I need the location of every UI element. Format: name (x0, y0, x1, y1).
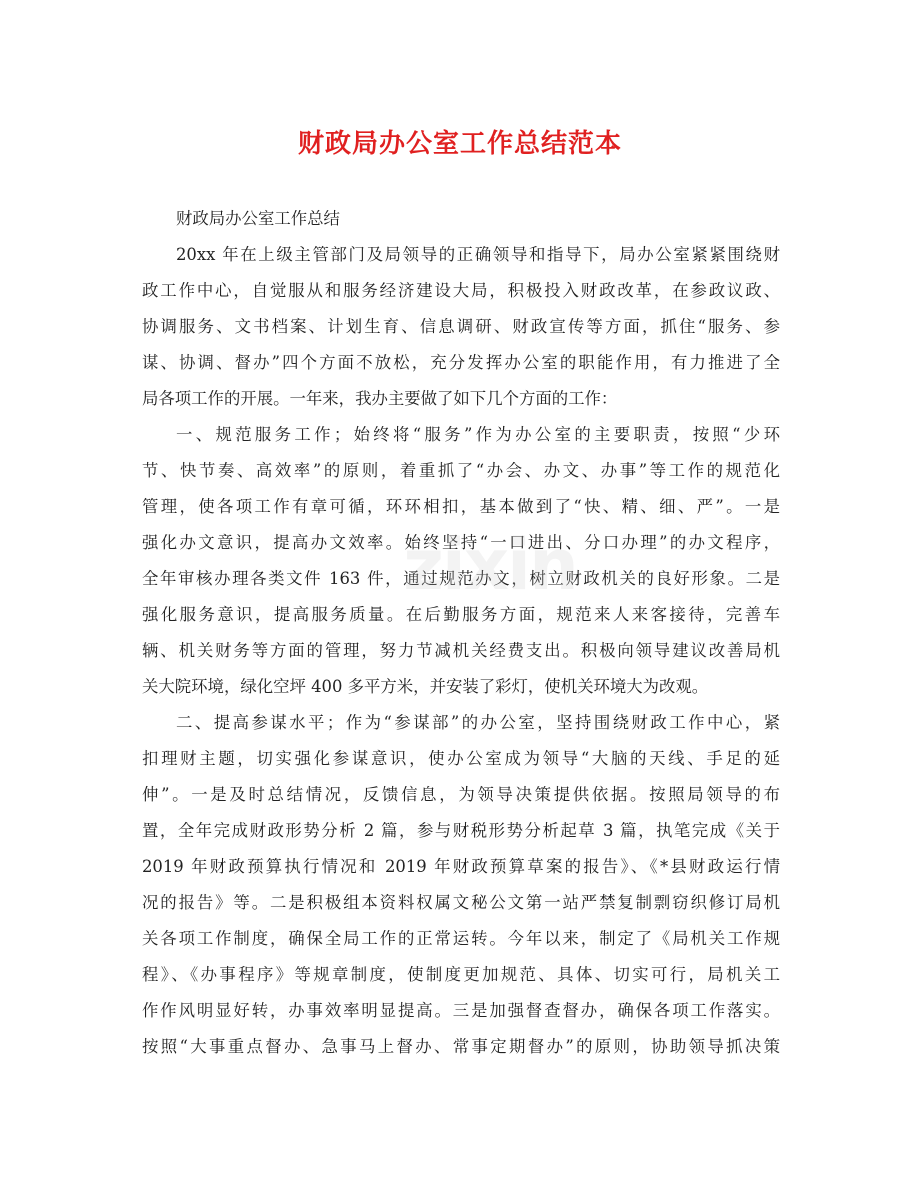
paragraph-line: 谋、协调、督办”四个方面不放松，充分发挥办公室的职能作用，有力推进了全 (142, 353, 780, 372)
section-heading: 财政局办公室工作总结 (176, 209, 340, 228)
paragraph-line: 20xx 年在上级主管部门及局领导的正确领导和指导下，局办公室紧紧围绕财 (176, 245, 780, 264)
paragraph-line: 辆、机关财务等方面的管理，努力节减机关经费支出。积极向领导建议改善局机 (142, 641, 780, 660)
paragraph-line: 协调服务、文书档案、计划生育、信息调研、财政宣传等方面，抓住“服务、参 (142, 317, 780, 336)
paragraph-line: 扣理财主题，切实强化参谋意识，使办公室成为领导“大脑的天线、手足的延 (142, 749, 780, 768)
paragraph-line: 一、规范服务工作；始终将“服务”作为办公室的主要职责，按照“少环 (176, 425, 780, 444)
paragraph-line: 节、快节奏、高效率”的原则，着重抓了“办会、办文、办事”等工作的规范化 (142, 461, 780, 480)
paragraph-line: 政工作中心，自觉服从和服务经济建设大局，积极投入财政改革，在参政议政、 (142, 281, 780, 300)
paragraph-line: 按照“大事重点督办、急事马上督办、常事定期督办”的原则，协助领导抓决策 (142, 1037, 780, 1056)
document-body (142, 201, 780, 1065)
paragraph-line: 强化办文意识，提高办文效率。始终坚持“一口进出、分口办理”的办文程序， (142, 533, 780, 552)
paragraph-line: 况的报告》等。二是积极组本资料权属文秘公文第一站严禁复制剽窃织修订局机 (142, 893, 780, 912)
paragraph-line: 程》、《办事程序》等规章制度，使制度更加规范、具体、切实可行，局机关工 (142, 965, 780, 984)
paragraph-line: 管理，使各项工作有章可循，环环相扣，基本做到了“快、精、细、严”。一是 (142, 497, 780, 516)
paragraph-line: 二、提高参谋水平；作为“参谋部”的办公室，坚持围绕财政工作中心，紧 (176, 713, 780, 732)
watermark-text: zixin (403, 524, 577, 606)
paragraph-line: 2019 年财政预算执行情况和 2019 年财政预算草案的报告》、《*县财政运行情 (142, 857, 780, 876)
document-title: 财政局办公室工作总结范本 (297, 129, 622, 159)
paragraph-line: 强化服务意识，提高服务质量。在后勤服务方面，规范来人来客接待，完善车 (142, 605, 780, 624)
paragraph-line: 关大院环境，绿化空坪 400 多平方米，并安装了彩灯，使机关环境大为改观。 (142, 677, 709, 696)
paragraph-line: 作作风明显好转，办事效率明显提高。三是加强督查督办，确保各项工作落实。 (142, 1001, 780, 1020)
paragraph-line: 局各项工作的开展。一年来，我办主要做了如下几个方面的工作： (142, 389, 618, 408)
paragraph-line: 全年审核办理各类文件 163 件，通过规范办文，树立财政机关的良好形象。二是 (142, 569, 780, 588)
paragraph-line: 伸”。一是及时总结情况，反馈信息，为领导决策提供依据。按照局领导的布 (142, 785, 780, 804)
paragraph-line: 关各项工作制度，确保全局工作的正常运转。今年以来，制定了《局机关工作规 (142, 929, 780, 948)
paragraph-line: 置，全年完成财政形势分析 2 篇，参与财税形势分析起草 3 篇，执笔完成《关于 (142, 821, 780, 840)
